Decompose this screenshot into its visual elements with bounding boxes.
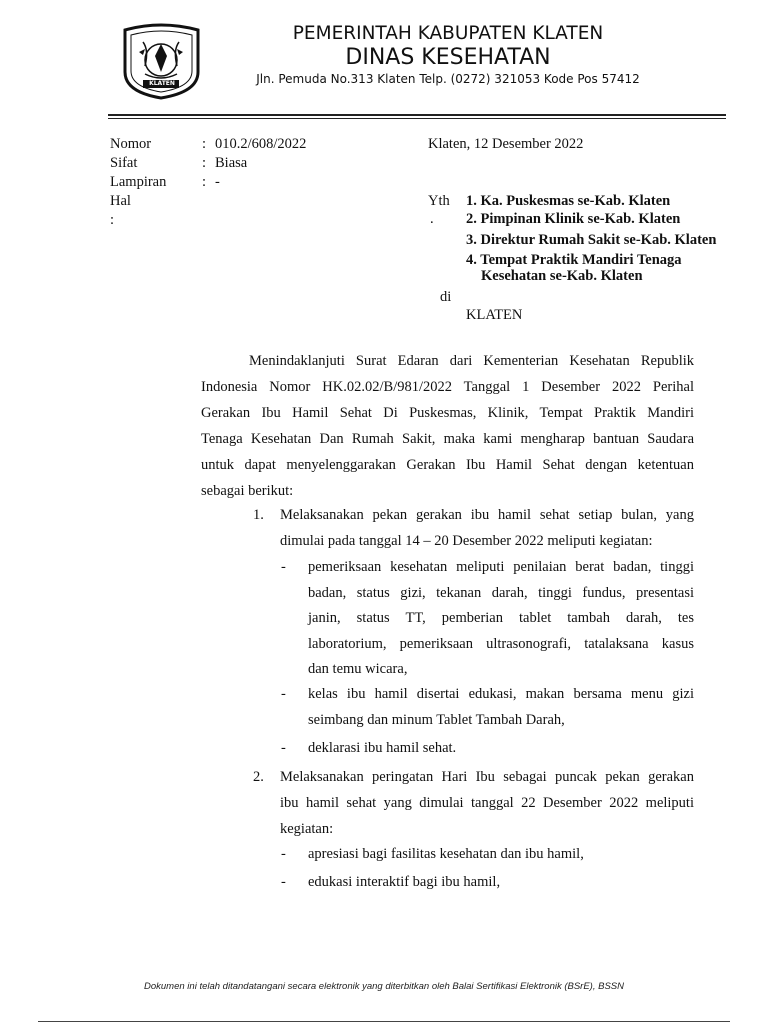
paragraph-line: Indonesia Nomor HK.02.02/B/981/2022 Tanggal 1 Desember 2022 Perihal (201, 379, 694, 395)
sifat-label: Sifat (110, 155, 138, 171)
item-number: 2. (253, 769, 264, 785)
recipient-text: Ka. Puskesmas se-Kab. Klaten (480, 193, 671, 209)
item-line: ibu hamil sehat yang dimulai tanggal 22 Desember 2022 meliputi (280, 795, 694, 811)
paragraph-line: Gerakan Ibu Hamil Sehat Di Puskesmas, Klinik, Tempat Praktik Mandiri (201, 405, 694, 421)
letterhead-rule (108, 114, 726, 116)
yth-dot: . (430, 211, 434, 227)
subitem-line: janin, status TT, pemberian tablet tambah darah, tes (308, 610, 694, 626)
nomor-label: Nomor (110, 136, 152, 152)
numbered-item-2 (253, 764, 694, 842)
paragraph-line: untuk dapat menyelenggarakan Gerakan Ibu Hamil Sehat dengan ketentuan (201, 457, 694, 473)
subitem-2-1 (281, 842, 694, 868)
meta-labels (110, 135, 166, 230)
department-address: Jln. Pemuda No.313 Klaten Telp. (0272) 321053 Kode Pos 57412 (256, 72, 640, 86)
subitem-line: edukasi interaktif bagi ibu hamil, (308, 874, 501, 890)
lampiran-value: - (215, 174, 220, 190)
paragraph-line (201, 348, 694, 374)
dash-bullet: - (281, 846, 286, 862)
subitem-2-2 (281, 870, 694, 896)
recipient-text: Tempat Praktik Mandiri Tenaga (480, 252, 682, 268)
meta-values (215, 135, 306, 192)
letterhead-rule-thin (108, 118, 726, 119)
page-bottom-rule (38, 1021, 730, 1022)
e-signature-footer: Dokumen ini telah ditandatangani secara elektronik yang diterbitkan oleh Balai Sertifikasi Elektronik (BSrE), BSSN (144, 981, 624, 992)
paragraph-line: sebagai berikut: (201, 483, 294, 499)
recipient-text: Pimpinan Klinik se-Kab. Klaten (480, 211, 681, 227)
recipient-text: Direktur Rumah Sakit se-Kab. Klaten (480, 232, 717, 248)
item-line: kegiatan: (280, 821, 334, 837)
hal-label: Hal (110, 193, 131, 209)
subitem-line: seimbang dan minum Tablet Tambah Darah, (308, 711, 565, 728)
item-line: Melaksanakan pekan gerakan ibu hamil sehat setiap bulan, yang (280, 507, 694, 523)
subitem-line: badan, status gizi, tekanan darah, tinggi fundus, presentasi (308, 584, 694, 601)
dash-bullet: - (281, 686, 286, 702)
subitem-line: laboratorium, pemeriksaan ultrasonografi, tatalaksana kasus (308, 635, 694, 652)
dash-bullet: - (281, 559, 286, 575)
subitem-line: deklarasi ibu hamil sehat. (308, 740, 457, 756)
meta-separators (202, 135, 206, 192)
coat-of-arms-icon (121, 22, 202, 100)
recipient-2 (466, 210, 736, 229)
subitem-line: pemeriksaan kesehatan meliputi penilaian berat badan, tinggi (308, 559, 694, 575)
recipient-number: 4. (466, 252, 477, 268)
di-label: di (440, 289, 452, 305)
subitem-line: kelas ibu hamil disertai edukasi, makan bersama menu gizi (308, 686, 694, 702)
recipient-3 (466, 231, 756, 250)
paragraph-line: Tenaga Kesehatan Dan Rumah Sakit, maka kami mengharap bantuan Saudara (201, 431, 694, 447)
subitem-1-2 (281, 682, 694, 733)
logo-caption: KLATEN (149, 80, 175, 87)
klaten-logo (121, 22, 202, 100)
nomor-value: 010.2/608/2022 (215, 136, 307, 152)
item-line: Melaksanakan peringatan Hari Ibu sebagai puncak pekan gerakan (280, 769, 694, 785)
sifat-value: Biasa (215, 155, 248, 171)
recipient-number: 1. (466, 193, 477, 209)
recipient-number: 2. (466, 211, 477, 227)
recipient-number: 3. (466, 232, 477, 248)
recipient-city: KLATEN (466, 307, 523, 323)
lampiran-label: Lampiran (110, 174, 167, 190)
subitem-1-3 (281, 736, 694, 762)
subitem-1-1 (281, 555, 694, 683)
government-name: PEMERINTAH KABUPATEN KLATEN (292, 23, 604, 44)
numbered-item-1 (253, 502, 694, 554)
nomor-separator: : (202, 136, 207, 152)
recipient-1 (466, 192, 736, 211)
hal-separator: : (110, 212, 115, 228)
item-number: 1. (253, 507, 264, 523)
department-name: DINAS KESEHATAN (345, 45, 551, 70)
opening-paragraph (201, 348, 694, 504)
recipient-4-line2: Kesehatan se-Kab. Klaten (481, 268, 643, 284)
letter-date: Klaten, 12 Desember 2022 (428, 136, 584, 152)
subitem-line: dan temu wicara, (308, 661, 408, 677)
dash-bullet: - (281, 740, 286, 756)
lampiran-separator: : (202, 174, 207, 190)
sifat-separator: : (202, 155, 207, 171)
item-line: dimulai pada tanggal 14 – 20 Desember 2022 meliputi kegiatan: (280, 533, 653, 549)
dash-bullet: - (281, 874, 286, 890)
subitem-line: apresiasi bagi fasilitas kesehatan dan ibu hamil, (308, 846, 584, 862)
yth-label: Yth (428, 193, 450, 209)
paragraph-line-text: Menindaklanjuti Surat Edaran dari Kementerian Kesehatan Republik (249, 353, 694, 369)
